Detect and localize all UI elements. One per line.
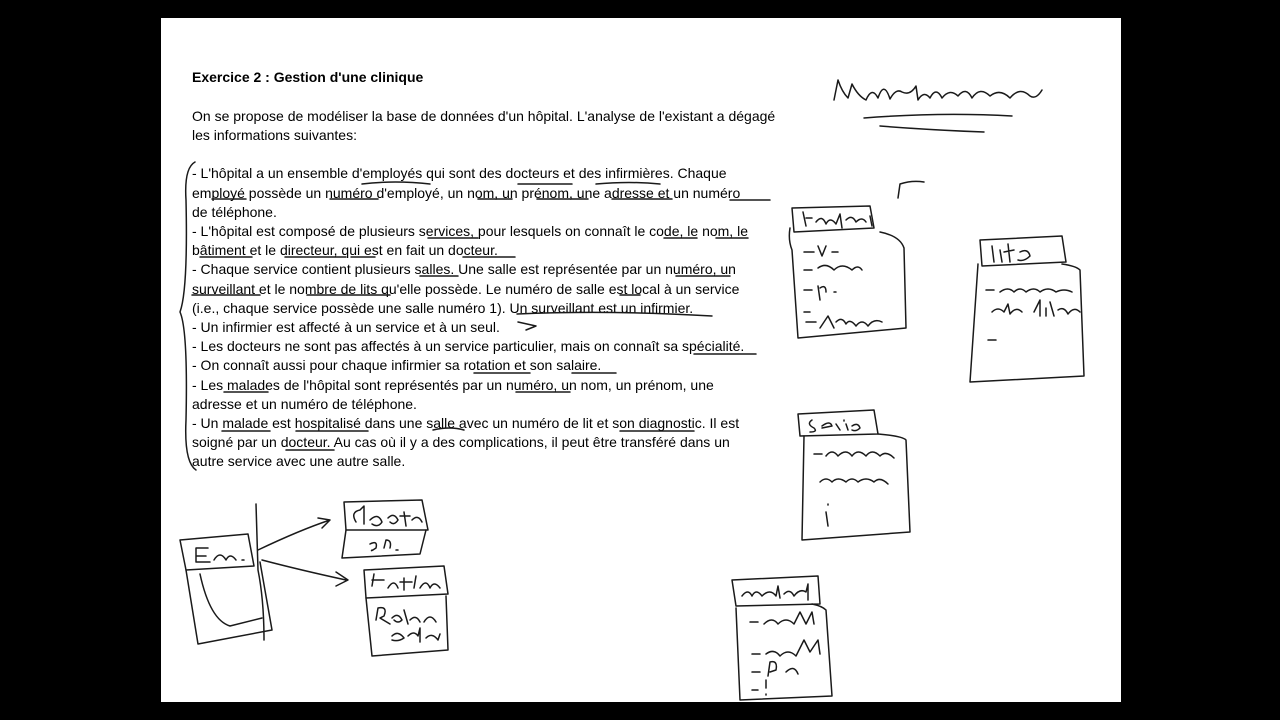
rule-line: - Les malades de l'hôpital sont représentés par un numéro, un nom, un prénom, une [192,376,714,393]
intro-line: On se propose de modéliser la base de données d'un hôpital. L'analyse de l'existant a dégagé [192,108,776,124]
rule-line: - L'hôpital est composé de plusieurs services, pour lesquels on connaît le code, le nom, le [192,223,748,240]
rule-line: - On connaît aussi pour chaque infirmier sa rotation et son salaire. [192,357,602,374]
rule-line: - L'hôpital a un ensemble d'employés qui sont des docteurs et des infirmières. Chaque [192,165,727,182]
rule-line: soigné par un docteur. Au cas où il y a des complications, il peut être transféré dans un [192,434,730,451]
rule-line: autre service avec une autre salle. [192,453,406,470]
rule-line: - Les docteurs ne sont pas affectés à un service particulier, mais on connaît sa spécialité. [192,338,745,355]
rule-line: bâtiment et le directeur, qui est en fait un docteur. [192,242,498,259]
rule-line: employé possède un numéro d'employé, un nom, un prénom, une adresse et un numéro [192,184,741,201]
rule-line: surveillant et le nombre de lits qu'elle possède. Le numéro de salle est local à un service [192,280,740,297]
rule-line: - Chaque service contient plusieurs salles. Une salle est représentée par un numéro, un [192,261,736,278]
rule-line: - Un malade est hospitalisé dans une salle avec un numéro de lit et son diagnostic. Il est [192,415,740,432]
exercise-text [192,107,792,472]
exercise-title: Exercice 2 : Gestion d'une clinique [192,69,424,85]
rule-line: (i.e., chaque service possède une salle numéro 1). Un surveillant est un infirmier. [192,299,694,316]
document-page [161,18,1121,702]
rule-line: - Un infirmier est affecté à un service et à un seul. [192,319,500,336]
rule-line: adresse et un numéro de téléphone. [192,395,417,412]
intro-line: les informations suivantes: [192,127,357,144]
rule-line: de téléphone. [192,203,277,220]
